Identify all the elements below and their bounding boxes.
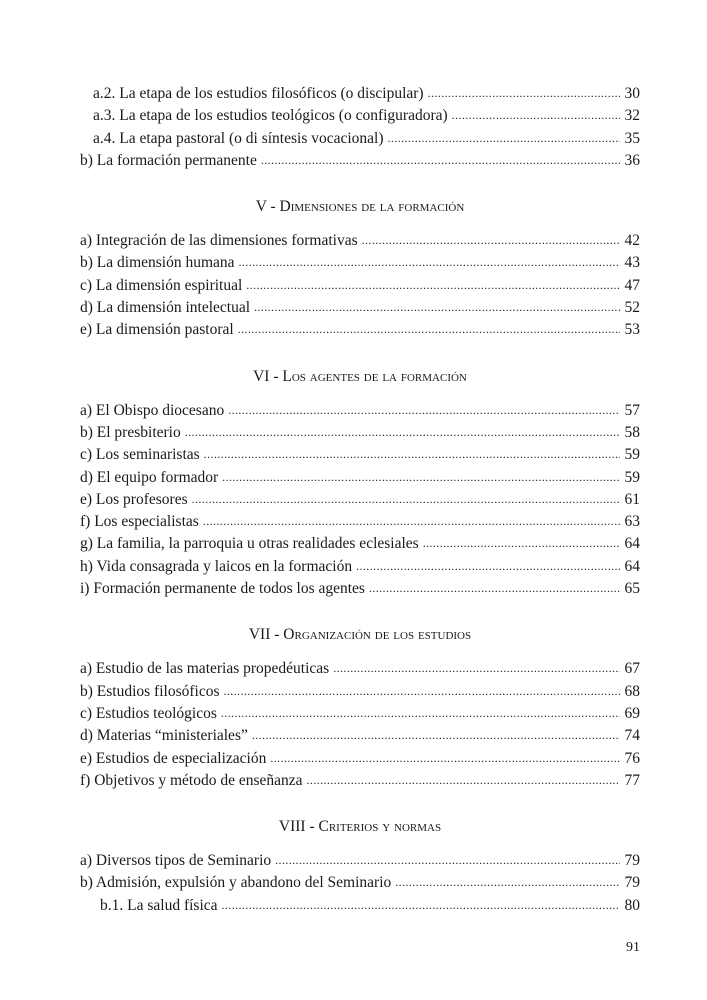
toc-entry-page-number: 52 [624, 299, 640, 317]
toc-entry-page-number: 42 [624, 232, 640, 250]
toc-entry-page-number: 76 [624, 749, 640, 767]
dot-leader [452, 104, 620, 126]
toc-entry[interactable] [80, 105, 640, 127]
toc-entry-page-number: 47 [624, 276, 640, 294]
section-title: Organización de los estudios [283, 626, 472, 644]
toc-entry-label: b) La formación permanente [80, 151, 257, 169]
toc-entry[interactable] [80, 467, 640, 489]
toc-entry-label: g) La familia, la parroquia u otras realidades eclesiales [80, 535, 419, 553]
section-heading [80, 816, 640, 838]
toc-entry-page-number: 58 [624, 423, 640, 441]
toc-entry[interactable] [80, 748, 640, 770]
toc-entry-page-number: 74 [624, 727, 640, 745]
toc-entry-label: c) Los seminaristas [80, 446, 200, 464]
dot-leader [203, 510, 620, 532]
section-numeral: VII - [248, 626, 284, 644]
dot-leader [185, 421, 620, 443]
toc-entry[interactable] [80, 275, 640, 297]
dot-leader [333, 657, 620, 679]
toc-entry-label: b) Admisión, expulsión y abandono del Seminario [80, 874, 392, 892]
toc-entry[interactable] [80, 422, 640, 444]
toc-entry-page-number: 63 [624, 513, 640, 531]
dot-leader [388, 127, 620, 149]
toc-entry-label: f) Los especialistas [80, 513, 199, 531]
toc-entry-label: f) Objetivos y método de enseñanza [80, 771, 303, 789]
dot-leader [221, 702, 620, 724]
dot-leader [238, 318, 620, 340]
toc-entry-label: c) Estudios teológicos [80, 704, 217, 722]
toc-entry-page-number: 57 [624, 401, 640, 419]
toc-entry-page-number: 67 [624, 660, 640, 678]
dot-leader [246, 274, 620, 296]
toc-entry-page-number: 69 [624, 704, 640, 722]
dot-leader [204, 443, 620, 465]
toc-entry[interactable] [80, 556, 640, 578]
toc-entry-label: b) Estudios filosóficos [80, 682, 220, 700]
toc-entry-page-number: 79 [624, 852, 640, 870]
toc-entry[interactable] [80, 83, 640, 105]
toc-section [80, 816, 640, 917]
toc-entry-label: d) El equipo formador [80, 468, 219, 486]
dot-leader [395, 871, 620, 893]
toc-entry-label: a) Integración de las dimensiones formativas [80, 232, 358, 250]
section-numeral: VI - [253, 367, 283, 385]
dot-leader [362, 229, 620, 251]
toc-entry[interactable] [80, 128, 640, 150]
table-of-contents [80, 83, 640, 917]
dot-leader [261, 149, 620, 171]
dot-leader [254, 296, 620, 318]
toc-section [80, 624, 640, 792]
toc-entry-label: b.1. La salud física [100, 896, 218, 914]
dot-leader [252, 724, 620, 746]
toc-entry[interactable] [80, 444, 640, 466]
toc-entry-label: i) Formación permanente de todos los agentes [80, 580, 365, 598]
toc-entry-page-number: 30 [624, 85, 640, 102]
dot-leader [224, 680, 621, 702]
section-heading [80, 366, 640, 388]
dot-leader [275, 849, 620, 871]
toc-entry-page-number: 64 [624, 535, 640, 553]
toc-entry[interactable] [80, 230, 640, 252]
toc-section [80, 366, 640, 601]
section-heading [80, 196, 640, 218]
toc-entry-page-number: 36 [624, 151, 640, 169]
toc-entry-label: a.2. La etapa de los estudios filosóficos (o discipular) [93, 85, 424, 102]
toc-entry-page-number: 59 [624, 468, 640, 486]
toc-entry-label: e) La dimensión pastoral [80, 321, 234, 339]
toc-entry[interactable] [80, 895, 640, 917]
toc-entry-label: e) Estudios de especialización [80, 749, 267, 767]
toc-entry-label: e) Los profesores [80, 490, 188, 508]
section-numeral: VIII - [278, 818, 319, 836]
toc-entry-label: b) El presbiterio [80, 423, 181, 441]
toc-entry-page-number: 35 [624, 129, 640, 147]
toc-sections [80, 196, 640, 917]
toc-entry-label: a.4. La etapa pastoral (o di síntesis vocacional) [93, 129, 384, 147]
toc-entry[interactable] [80, 872, 640, 894]
dot-leader [307, 769, 620, 791]
toc-entry-label: h) Vida consagrada y laicos en la formación [80, 557, 353, 575]
toc-entry-page-number: 61 [624, 490, 640, 508]
toc-entry-label: a) Diversos tipos de Seminario [80, 852, 272, 870]
toc-entry[interactable] [80, 658, 640, 680]
toc-entry[interactable] [80, 725, 640, 747]
dot-leader [222, 466, 620, 488]
section-title: Criterios y normas [318, 818, 442, 836]
toc-entry[interactable] [80, 252, 640, 274]
toc-entry[interactable] [80, 489, 640, 511]
section-title: Dimensiones de la formación [279, 198, 465, 216]
toc-entry-label: b) La dimensión humana [80, 254, 235, 272]
toc-entry[interactable] [80, 578, 640, 600]
toc-entry-page-number: 65 [624, 580, 640, 598]
toc-entry-page-number: 79 [624, 874, 640, 892]
toc-entry-page-number: 59 [624, 446, 640, 464]
dot-leader [228, 399, 620, 421]
toc-entry[interactable] [80, 533, 640, 555]
toc-entry-label: a) Estudio de las materias propedéuticas [80, 660, 330, 678]
toc-entry[interactable] [80, 319, 640, 341]
dot-leader [222, 894, 620, 916]
dot-leader [428, 82, 620, 104]
section-title: Los agentes de la formación [282, 367, 467, 385]
dot-leader [270, 747, 620, 769]
toc-entry-page-number: 64 [624, 557, 640, 575]
toc-entry[interactable] [80, 511, 640, 533]
toc-entry-page-number: 77 [624, 771, 640, 789]
toc-entry[interactable] [80, 770, 640, 792]
toc-entry[interactable] [80, 150, 640, 172]
section-heading [80, 624, 640, 646]
dot-leader [192, 488, 620, 510]
section-numeral: V - [255, 198, 280, 216]
toc-entry[interactable] [80, 400, 640, 422]
toc-entry-label: c) La dimensión espiritual [80, 276, 243, 294]
page-number: 91 [626, 940, 640, 955]
toc-intro-entries [80, 83, 640, 172]
toc-entry[interactable] [80, 703, 640, 725]
toc-entry-page-number: 32 [624, 107, 640, 125]
toc-entry[interactable] [80, 681, 640, 703]
toc-entry-page-number: 53 [624, 321, 640, 339]
toc-entry-label: a.3. La etapa de los estudios teológicos (o configuradora) [93, 107, 448, 125]
dot-leader [239, 251, 620, 273]
toc-entry[interactable] [80, 850, 640, 872]
toc-section [80, 196, 640, 341]
dot-leader [356, 555, 620, 577]
toc-entry-label: d) La dimensión intelectual [80, 299, 251, 317]
dot-leader [369, 577, 620, 599]
toc-entry-page-number: 68 [624, 682, 640, 700]
toc-entry-label: a) El Obispo diocesano [80, 401, 225, 419]
toc-entry[interactable] [80, 297, 640, 319]
toc-entry-label: d) Materias “ministeriales” [80, 727, 248, 745]
dot-leader [423, 532, 620, 554]
toc-entry-page-number: 80 [624, 896, 640, 914]
toc-entry-page-number: 43 [624, 254, 640, 272]
